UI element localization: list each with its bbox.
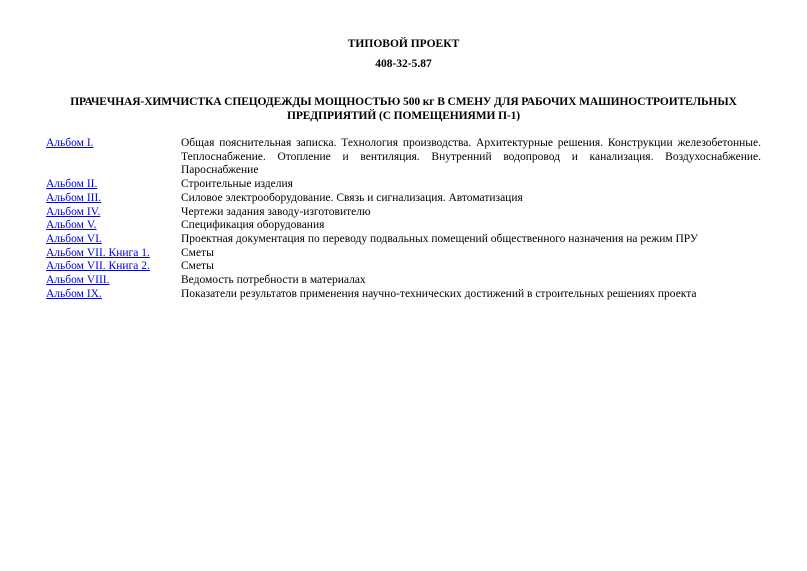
album-row-6 (46, 233, 761, 247)
album-link-7[interactable]: Альбом VII. Книга 1. (46, 246, 150, 259)
album-link-4[interactable]: Альбом IV. (46, 205, 101, 218)
album-row-7 (46, 247, 761, 261)
document-type-heading: ТИПОВОЙ ПРОЕКТ (347, 38, 460, 50)
album-description-8: Сметы (181, 260, 214, 273)
project-number-heading: 408-32-5.87 (375, 58, 432, 70)
album-link-6[interactable]: Альбом VI. (46, 232, 102, 245)
album-description-3: Силовое электрооборудование. Связь и сигнализация. Автоматизация (181, 191, 523, 204)
album-description-1: Общая пояснительная записка. Технология производства. Архитектурные решения. Конструкции железобетонные. Теплоснабжение. Отопление и вентиляция. Внутренний водопровод и канализация. Воздухоснабжение. Пароснабжение (181, 137, 761, 177)
album-row-3 (46, 192, 761, 206)
album-description-2: Строительные изделия (181, 178, 293, 191)
album-row-9 (46, 274, 761, 288)
album-description-10: Показатели результатов применения научно-технических достижений в строительных решениях проекта (181, 287, 697, 300)
album-link-9[interactable]: Альбом VIII. (46, 274, 110, 287)
album-description-5: Спецификация оборудования (181, 219, 325, 232)
album-link-5[interactable]: Альбом V. (46, 219, 97, 232)
album-row-4 (46, 206, 761, 220)
album-row-1 (46, 137, 761, 178)
album-description-9: Ведомость потребности в материалах (181, 274, 366, 287)
album-link-1[interactable]: Альбом I. (46, 137, 94, 149)
album-row-8 (46, 260, 761, 274)
album-link-2[interactable]: Альбом II. (46, 178, 98, 191)
album-row-2 (46, 178, 761, 192)
album-link-8[interactable]: Альбом VII. Книга 2. (46, 260, 150, 273)
album-list (46, 137, 761, 301)
album-link-10[interactable]: Альбом IX. (46, 287, 102, 300)
project-title-heading: ПРАЧЕЧНАЯ-ХИМЧИСТКА СПЕЦОДЕЖДЫ МОЩНОСТЬЮ 500 кг В СМЕНУ ДЛЯ РАБОЧИХ МАШИНОСТРОИТЕЛЬНЫХ ПРЕДПРИЯТИЙ (С ПОМЕЩЕНИЯМИ П-1) (70, 96, 737, 122)
album-description-7: Сметы (181, 246, 214, 259)
album-description-4: Чертежи задания заводу-изготовителю (181, 205, 371, 218)
album-row-10 (46, 288, 761, 302)
album-description-6: Проектная документация по переводу подвальных помещений общественного назначения на режим ПРУ (181, 232, 699, 245)
album-row-5 (46, 219, 761, 233)
album-link-3[interactable]: Альбом III. (46, 191, 102, 204)
